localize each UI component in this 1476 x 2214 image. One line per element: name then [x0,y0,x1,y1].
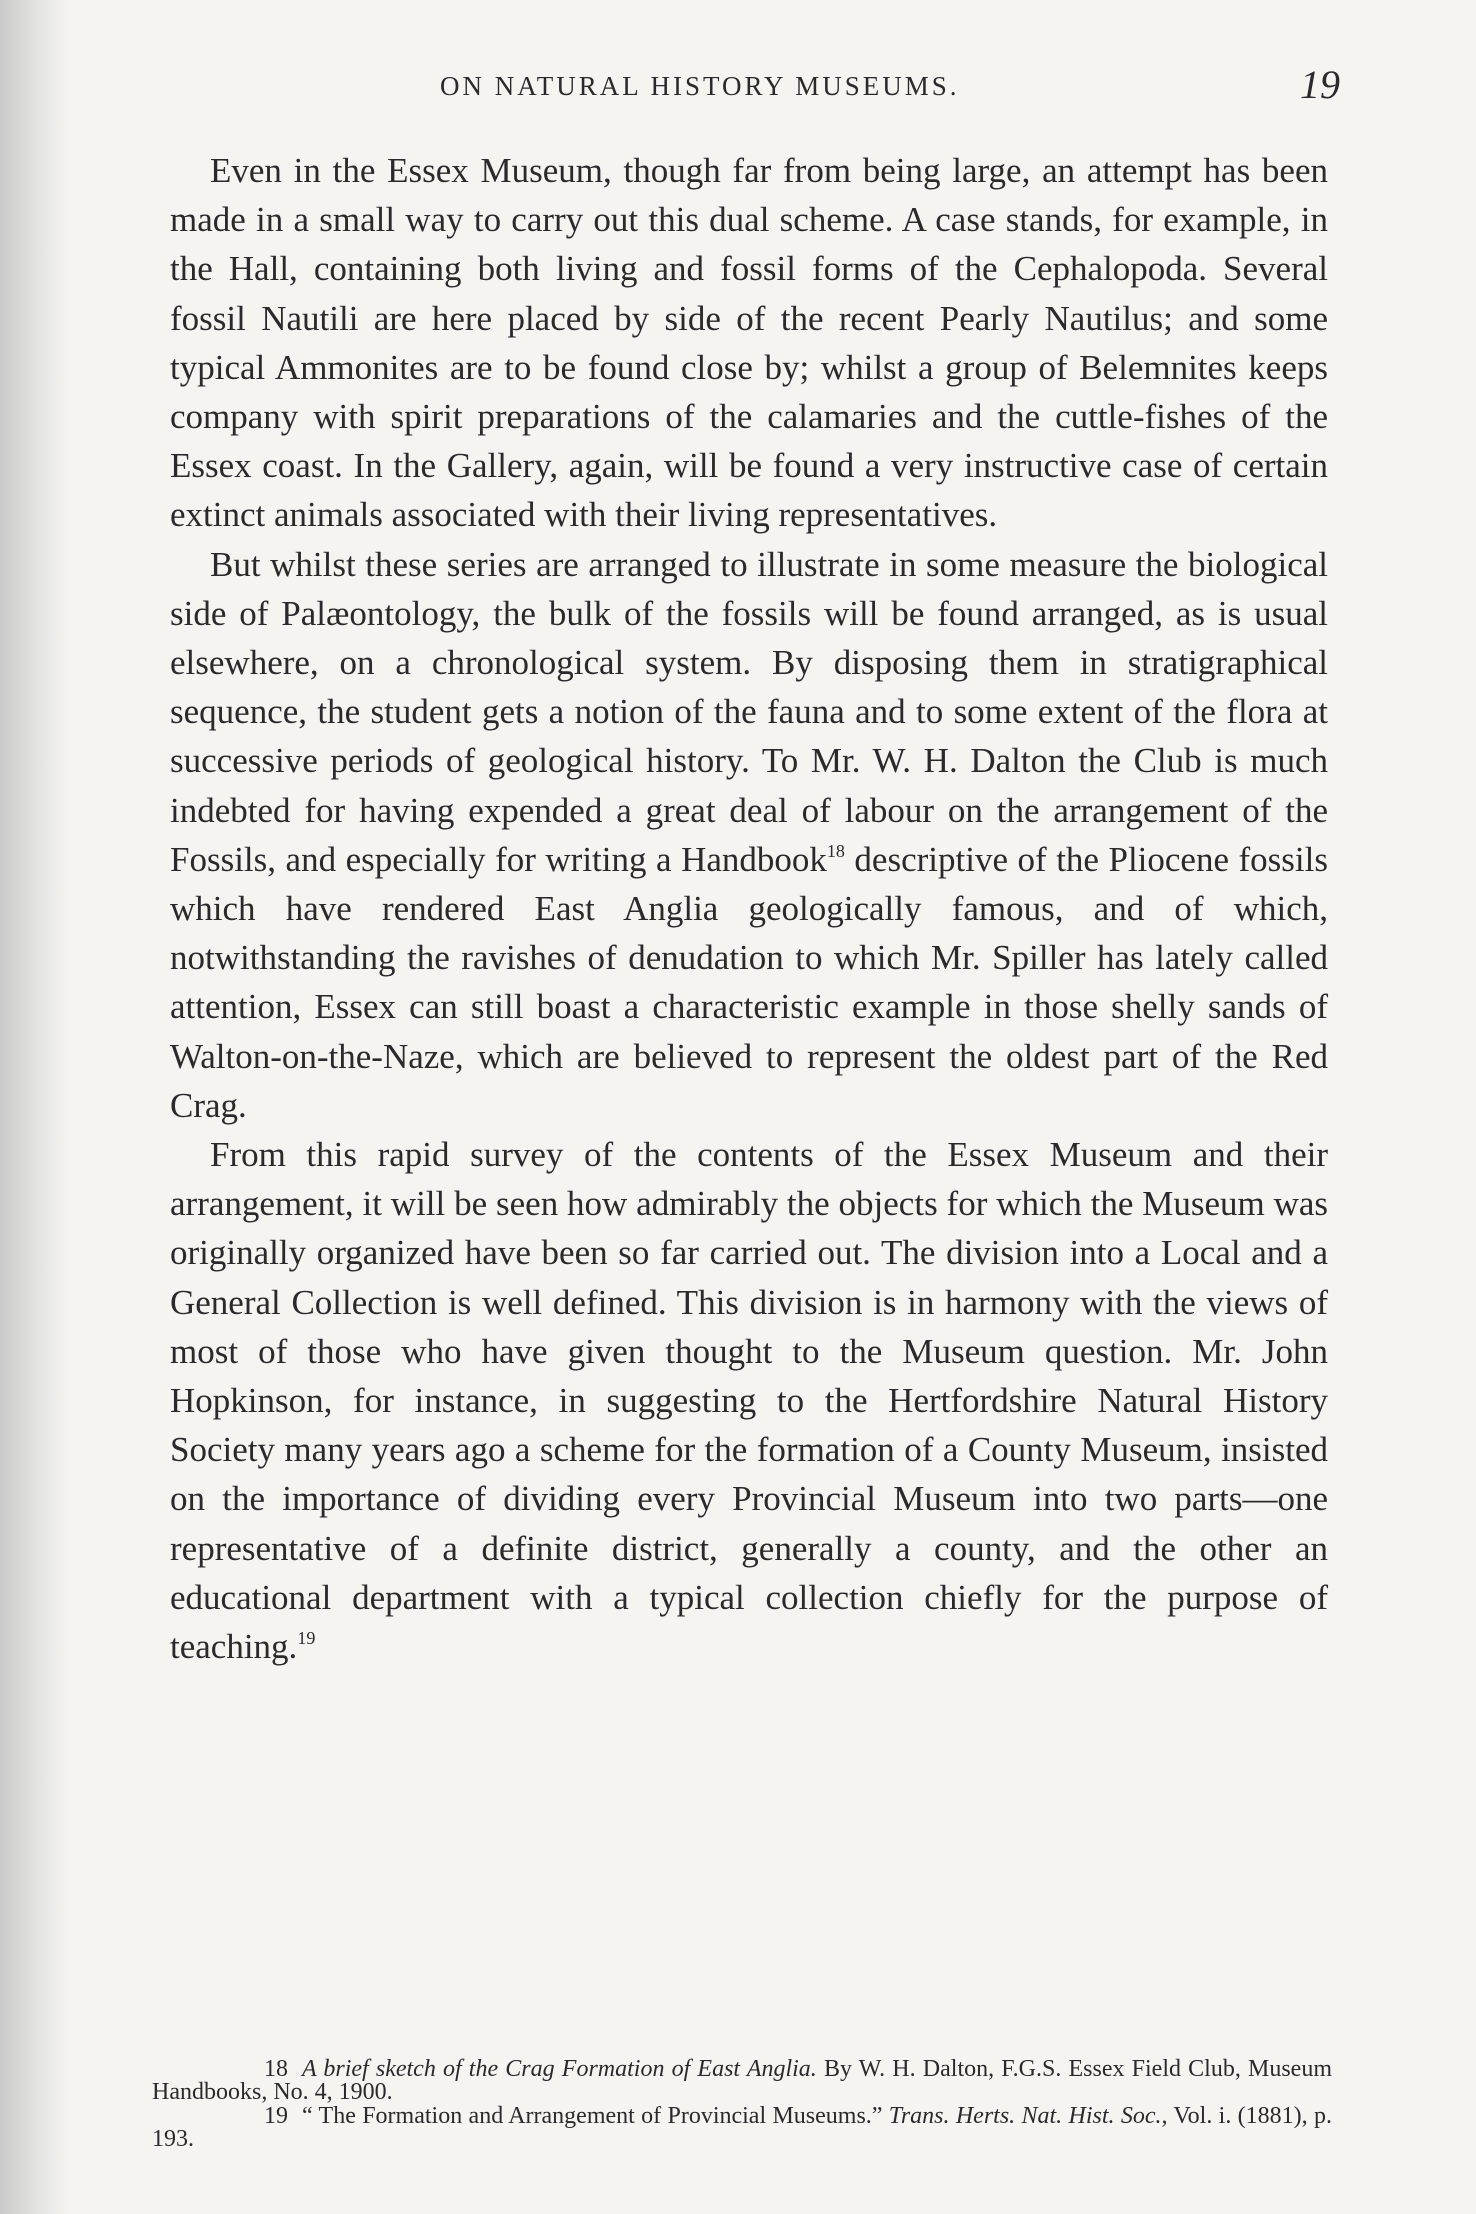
page-gutter-shadow [0,0,70,2214]
paragraph-2 [170,540,1328,1130]
running-header [170,62,1340,116]
page-number: 19 [1300,62,1340,107]
footnote-title: “ The Formation and Arrangement of Provincial Museums.” [302,2103,889,2129]
footnote-citation: Vol. i. (1881), p. 193. [152,2103,1332,2152]
paragraph-2-text-b: descriptive of the Pliocene fossils which have rendered East Anglia geologically famous, and of which, notwithstanding the ravishes of denudation to which Mr. Spiller has lately called attention, Essex can still boast a characteristic example in those shelly sands of Walton-on-the-Naze, which are believed to represent the oldest part of the Red Crag. [170,839,1328,1125]
paragraph-3-text: From this rapid survey of the contents of the Essex Museum and their arrangement, it will be seen how admirably the objects for which the Museum was originally organized have been so far carried out. The division into a Local and a General Collection is well defined. This division is in harmony with the views of most of those who have given thought to the Museum question. Mr. John Hopkinson, for instance, in suggesting to the Hertfordshire Natural History Society many years ago a scheme for the formation of a County Museum, insisted on the importance of dividing every Provincial Museum into two parts—one representative of a definite district, generally a county, and the other an educational department with a typical collection chiefly for the purpose of teaching. [170,1135,1328,1667]
footnote-18 [152,2058,1332,2104]
footnote-number: 19 [264,2103,288,2129]
footnotes [152,2058,1332,2152]
footnote-19 [152,2105,1332,2151]
footnote-ref-19[interactable]: 19 [297,1628,316,1649]
paragraph-3 [170,1130,1328,1671]
footnote-number: 18 [264,2056,288,2082]
footnote-title: A brief sketch of the Crag Formation of East Anglia. [302,2056,817,2082]
paragraph-1: Even in the Essex Museum, though far from being large, an attempt has been made in a small way to carry out this dual scheme. A case stands, for example, in the Hall, containing both living and fossil forms of the Cephalopoda. Several fossil Nautili are here placed by side of the recent Pearly Nautilus; and some typical Ammonites are to be found close by; whilst a group of Belemnites keeps company with spirit preparations of the calamaries and the cuttle-fishes of the Essex coast. In the Gallery, again, will be found a very instructive case of certain extinct animals associated with their living representatives. [170,151,1328,535]
footnote-journal: Trans. Herts. Nat. Hist. Soc., [888,2103,1168,2129]
body-text [170,146,1328,1671]
paragraph-2-text-a: But whilst these series are arranged to illustrate in some measure the biological side of Palæontology, the bulk of the fossils will be found arranged, as is usual elsewhere, on a chronological system. By disposing them in stratigraphical sequence, the student gets a notion of the fauna and to some extent of the flora at successive periods of geological history. To Mr. W. H. Dalton the Club is much indebted for having expended a great deal of labour on the arrangement of the Fossils, and especially for writing a Handbook [170,544,1328,879]
running-title: ON NATURAL HISTORY MUSEUMS. [440,71,960,101]
footnote-citation: By W. H. Dalton, F.G.S. Essex Field Club, Museum Handbooks, No. 4, 1900. [152,2056,1332,2105]
footnote-ref-18[interactable]: 18 [826,840,845,861]
